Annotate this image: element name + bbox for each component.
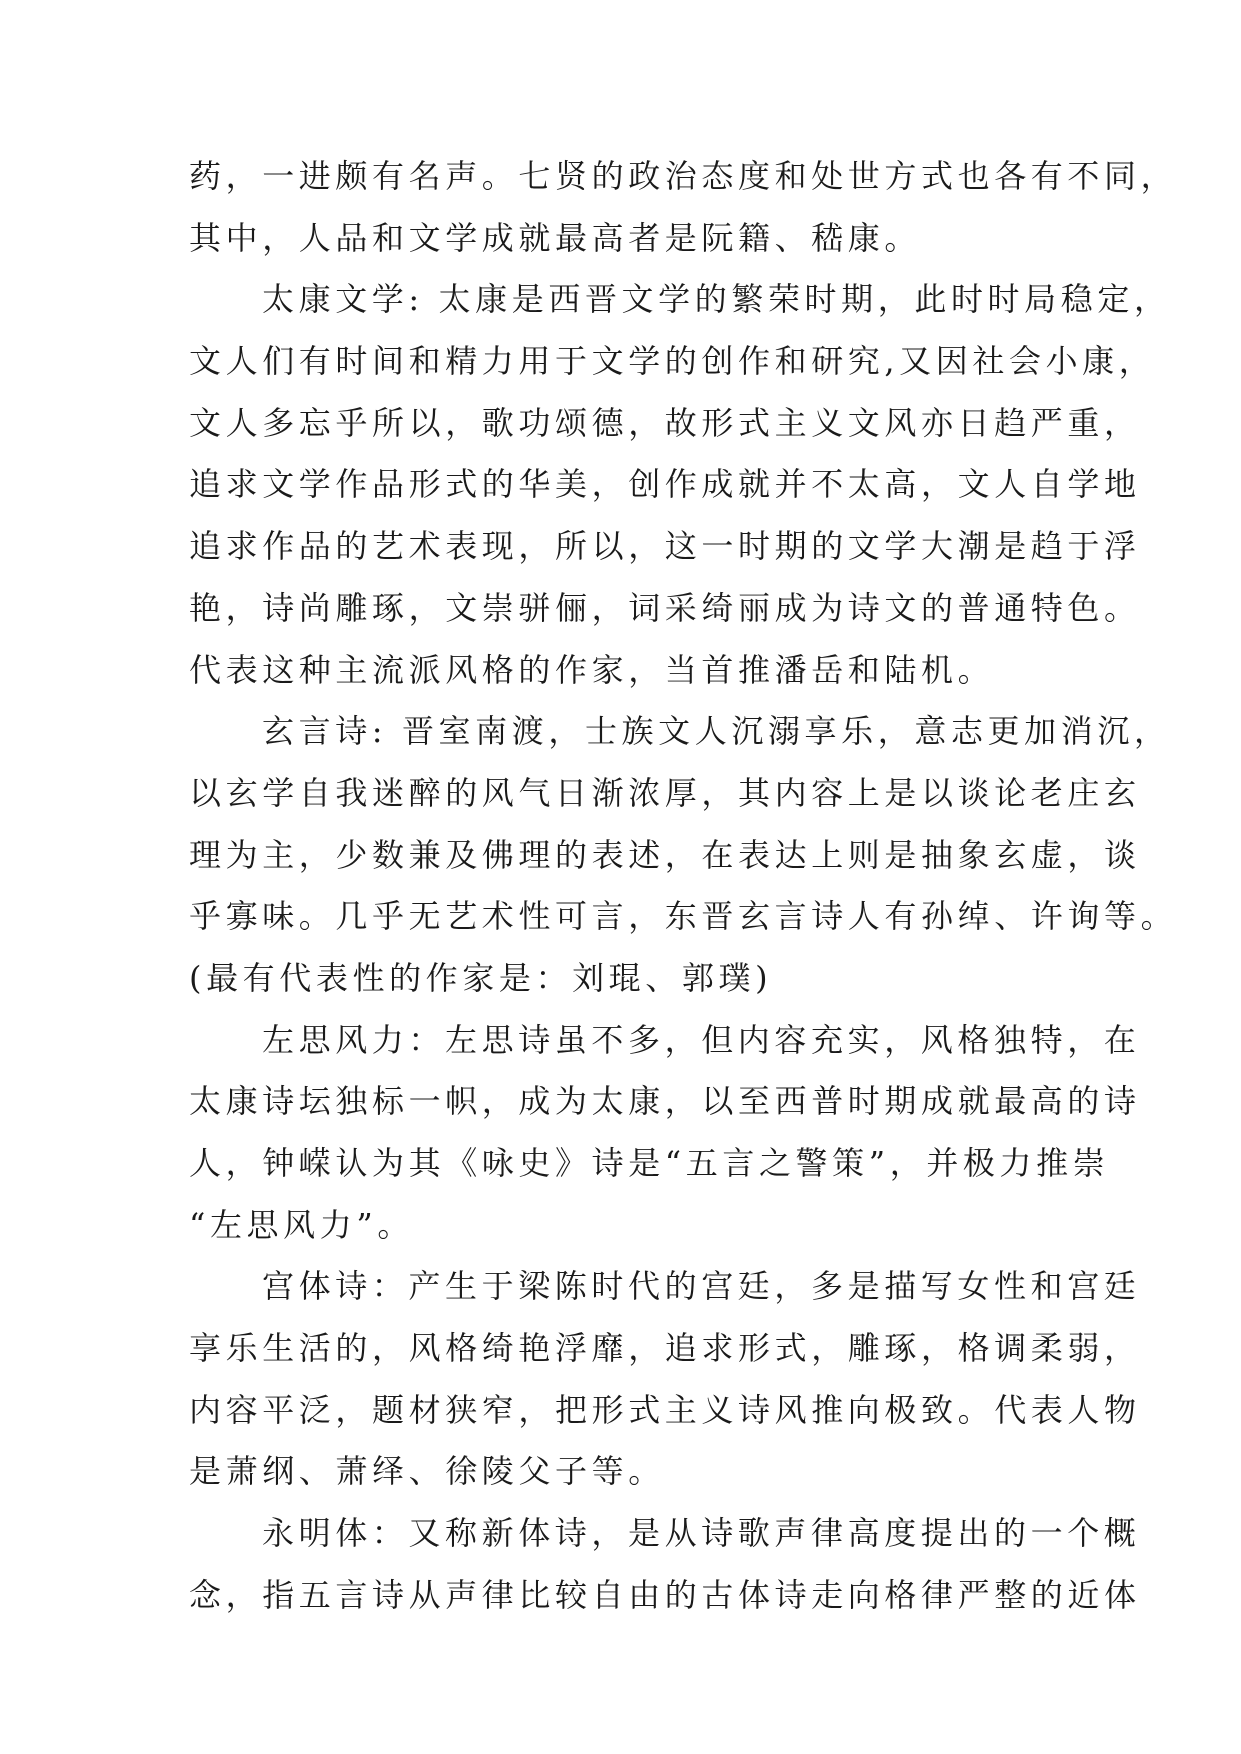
paragraph-start-yongming: 永明体：又称新体诗，是从诗歌声律高度提出的一个概 bbox=[262, 1514, 1141, 1553]
text-line: “左思风力”。 bbox=[189, 1205, 414, 1244]
text-line: (最有代表性的作家是：刘琨、郭璞) bbox=[189, 958, 773, 997]
text-line: 艳，诗尚雕琢，文崇骈俪，词采绮丽成为诗文的普通特色。 bbox=[189, 588, 1141, 627]
text-line: 追求作品的艺术表现，所以，这一时期的文学大潮是趋于浮 bbox=[189, 527, 1141, 566]
text-line: 享乐生活的，风格绮艳浮靡，追求形式，雕琢，格调柔弱， bbox=[189, 1329, 1141, 1368]
text-line: 内容平泛，题材狭窄，把形式主义诗风推向极致。代表人物 bbox=[189, 1390, 1141, 1429]
text-line: 以玄学自我迷醉的风气日渐浓厚，其内容上是以谈论老庄玄 bbox=[189, 773, 1141, 812]
text-line: 代表这种主流派风格的作家，当首推潘岳和陆机。 bbox=[189, 650, 995, 689]
text-line: 理为主，少数兼及佛理的表述，在表达上则是抽象玄虚，谈 bbox=[189, 835, 1141, 874]
text-line: 太康诗坛独标一帜，成为太康，以至西普时期成就最高的诗 bbox=[189, 1082, 1141, 1121]
text-line: 追求文学作品形式的华美，创作成就并不太高，文人自学地 bbox=[189, 465, 1141, 504]
paragraph-start-gongti: 宫体诗：产生于梁陈时代的宫廷，多是描写女性和宫廷 bbox=[262, 1267, 1141, 1306]
paragraph-start-xuanyan: 玄言诗: 晋室南渡，士族文人沉溺享乐，意志更加消沉， bbox=[262, 712, 1171, 751]
text-line: 念，指五言诗从声律比较自由的古体诗走向格律严整的近体 bbox=[189, 1575, 1141, 1614]
text-line: 其中，人品和文学成就最高者是阮籍、嵇康。 bbox=[189, 218, 922, 257]
text-line: 人，钟嵘认为其《咏史》诗是“五言之警策”，并极力推崇 bbox=[189, 1144, 1110, 1182]
text-line: 是萧纲、萧绎、徐陵父子等。 bbox=[189, 1452, 665, 1491]
text-line: 药，一进颇有名声。七贤的政治态度和处世方式也各有不同， bbox=[189, 157, 1178, 195]
text-line: 乎寡味。几乎无艺术性可言，东晋玄言诗人有孙绰、许询等。 bbox=[189, 897, 1178, 936]
paragraph-start-zuosi: 左思风力：左思诗虽不多，但内容充实，风格独特，在 bbox=[262, 1020, 1141, 1059]
text-line: 文人多忘乎所以，歌功颂德，故形式主义文风亦日趋严重， bbox=[189, 403, 1141, 442]
body-text bbox=[189, 146, 1178, 1627]
text-line: 文人们有时间和精力用于文学的创作和研究,又因社会小康， bbox=[189, 342, 1156, 381]
paragraph-start-taikang: 太康文学: 太康是西晋文学的繁荣时期，此时时局稳定， bbox=[262, 280, 1171, 319]
